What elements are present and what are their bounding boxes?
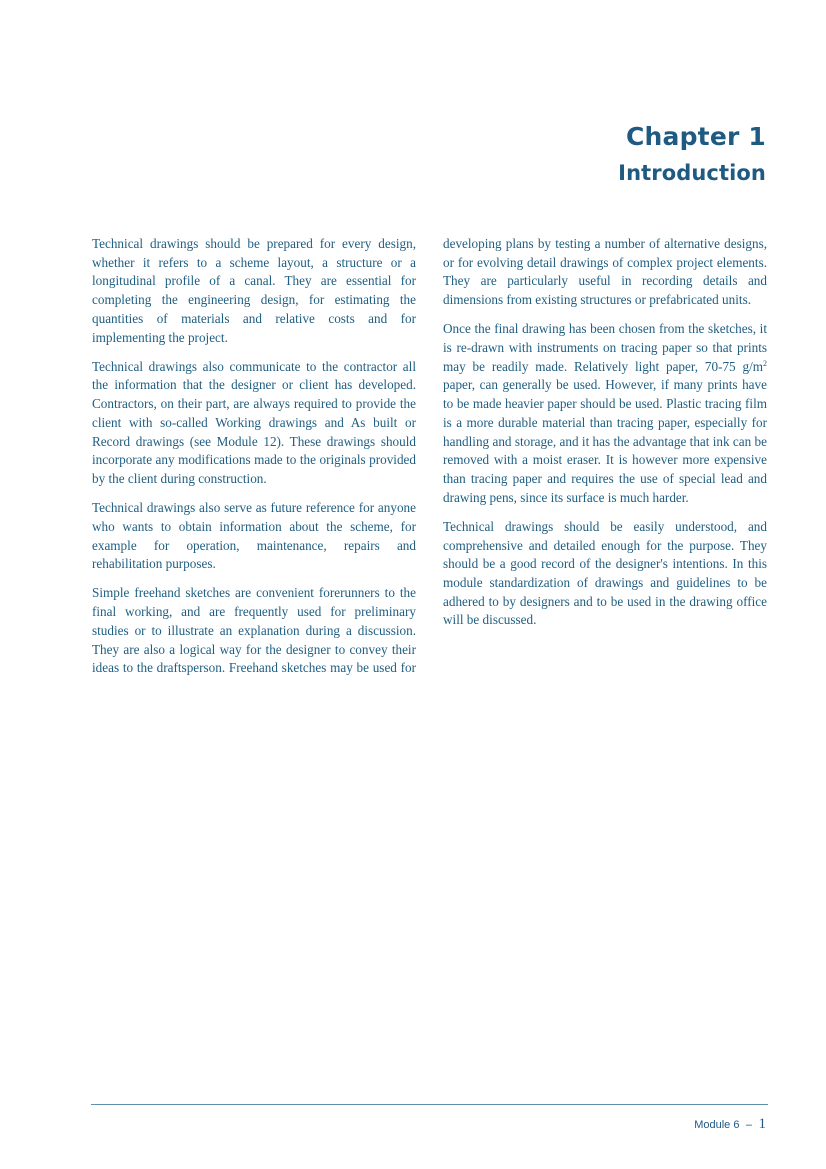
chapter-header [618, 118, 766, 190]
footer-separator: – [745, 1119, 753, 1131]
page-number: 1 [758, 1116, 766, 1132]
superscript: 2 [763, 358, 767, 368]
paragraph-text: Once the final drawing has been chosen from the sketches, it is re-drawn with instruments on tracing paper so that prints may be readily made. Relatively light paper, 70-75 g/m [443, 321, 767, 374]
paragraph: Technical drawings also serve as future reference for anyone who wants to obtain information about the scheme, for example for operation, maintenance, repairs and rehabilitation purposes. [92, 500, 416, 572]
chapter-number: Chapter 1 [625, 122, 766, 151]
paragraph: Technical drawings should be prepared for every design, whether it refers to a scheme layout, a structure or a longitudinal profile of a canal. They are essential for completing the engineering design, for estimating the quantities of materials and relative costs and for implementing the project. [92, 236, 416, 345]
chapter-title: Introduction [618, 161, 766, 185]
paragraph-continued: developing plans by testing a number of alternative designs, or for evolving detail drawings of complex project elements. They are particularly useful in recording details and dimensions from existing structures or prefabricated units. [443, 236, 767, 308]
text-column-right [443, 235, 767, 641]
footer-rule [91, 1104, 768, 1105]
paragraph-split: Simple freehand sketches are convenient forerunners to the final working, and are frequently used for preliminary studies or to illustrate an explanation during a discussion. They are also a logical way for the designer to convey their ideas to the draftsperson. Freehand sketches may be used for [92, 585, 416, 676]
paragraph: Technical drawings also communicate to the contractor all the information that the designer or client has developed. Contractors, on their part, are always required to provide the client with so-called Working drawings and As built or Record drawings (see Module 12). These drawings should incorporate any modifications made to the originals provided by the client during construction. [92, 358, 416, 486]
module-label: Module 6 [694, 1119, 740, 1131]
text-column-left [92, 235, 416, 688]
paragraph: Technical drawings should be easily understood, and comprehensive and detailed enough for the purpose. They should be a good record of the designer's intentions. In this module standardization of drawings and guidelines to be adhered to by designers and to be used in the drawing office will be discussed. [443, 518, 767, 628]
page-footer [694, 1115, 766, 1133]
paragraph-text: paper, can generally be used. However, if many prints have to be made heavier paper should be used. Plastic tracing film is a more durable material than tracing paper, especially for handling and storage, and it has the advantage that ink can be removed with a moist eraser. It is however more expensive than tracing paper and requires the use of special lead and drawing pens, since its surface is much harder. [443, 377, 767, 505]
paragraph [443, 320, 767, 507]
